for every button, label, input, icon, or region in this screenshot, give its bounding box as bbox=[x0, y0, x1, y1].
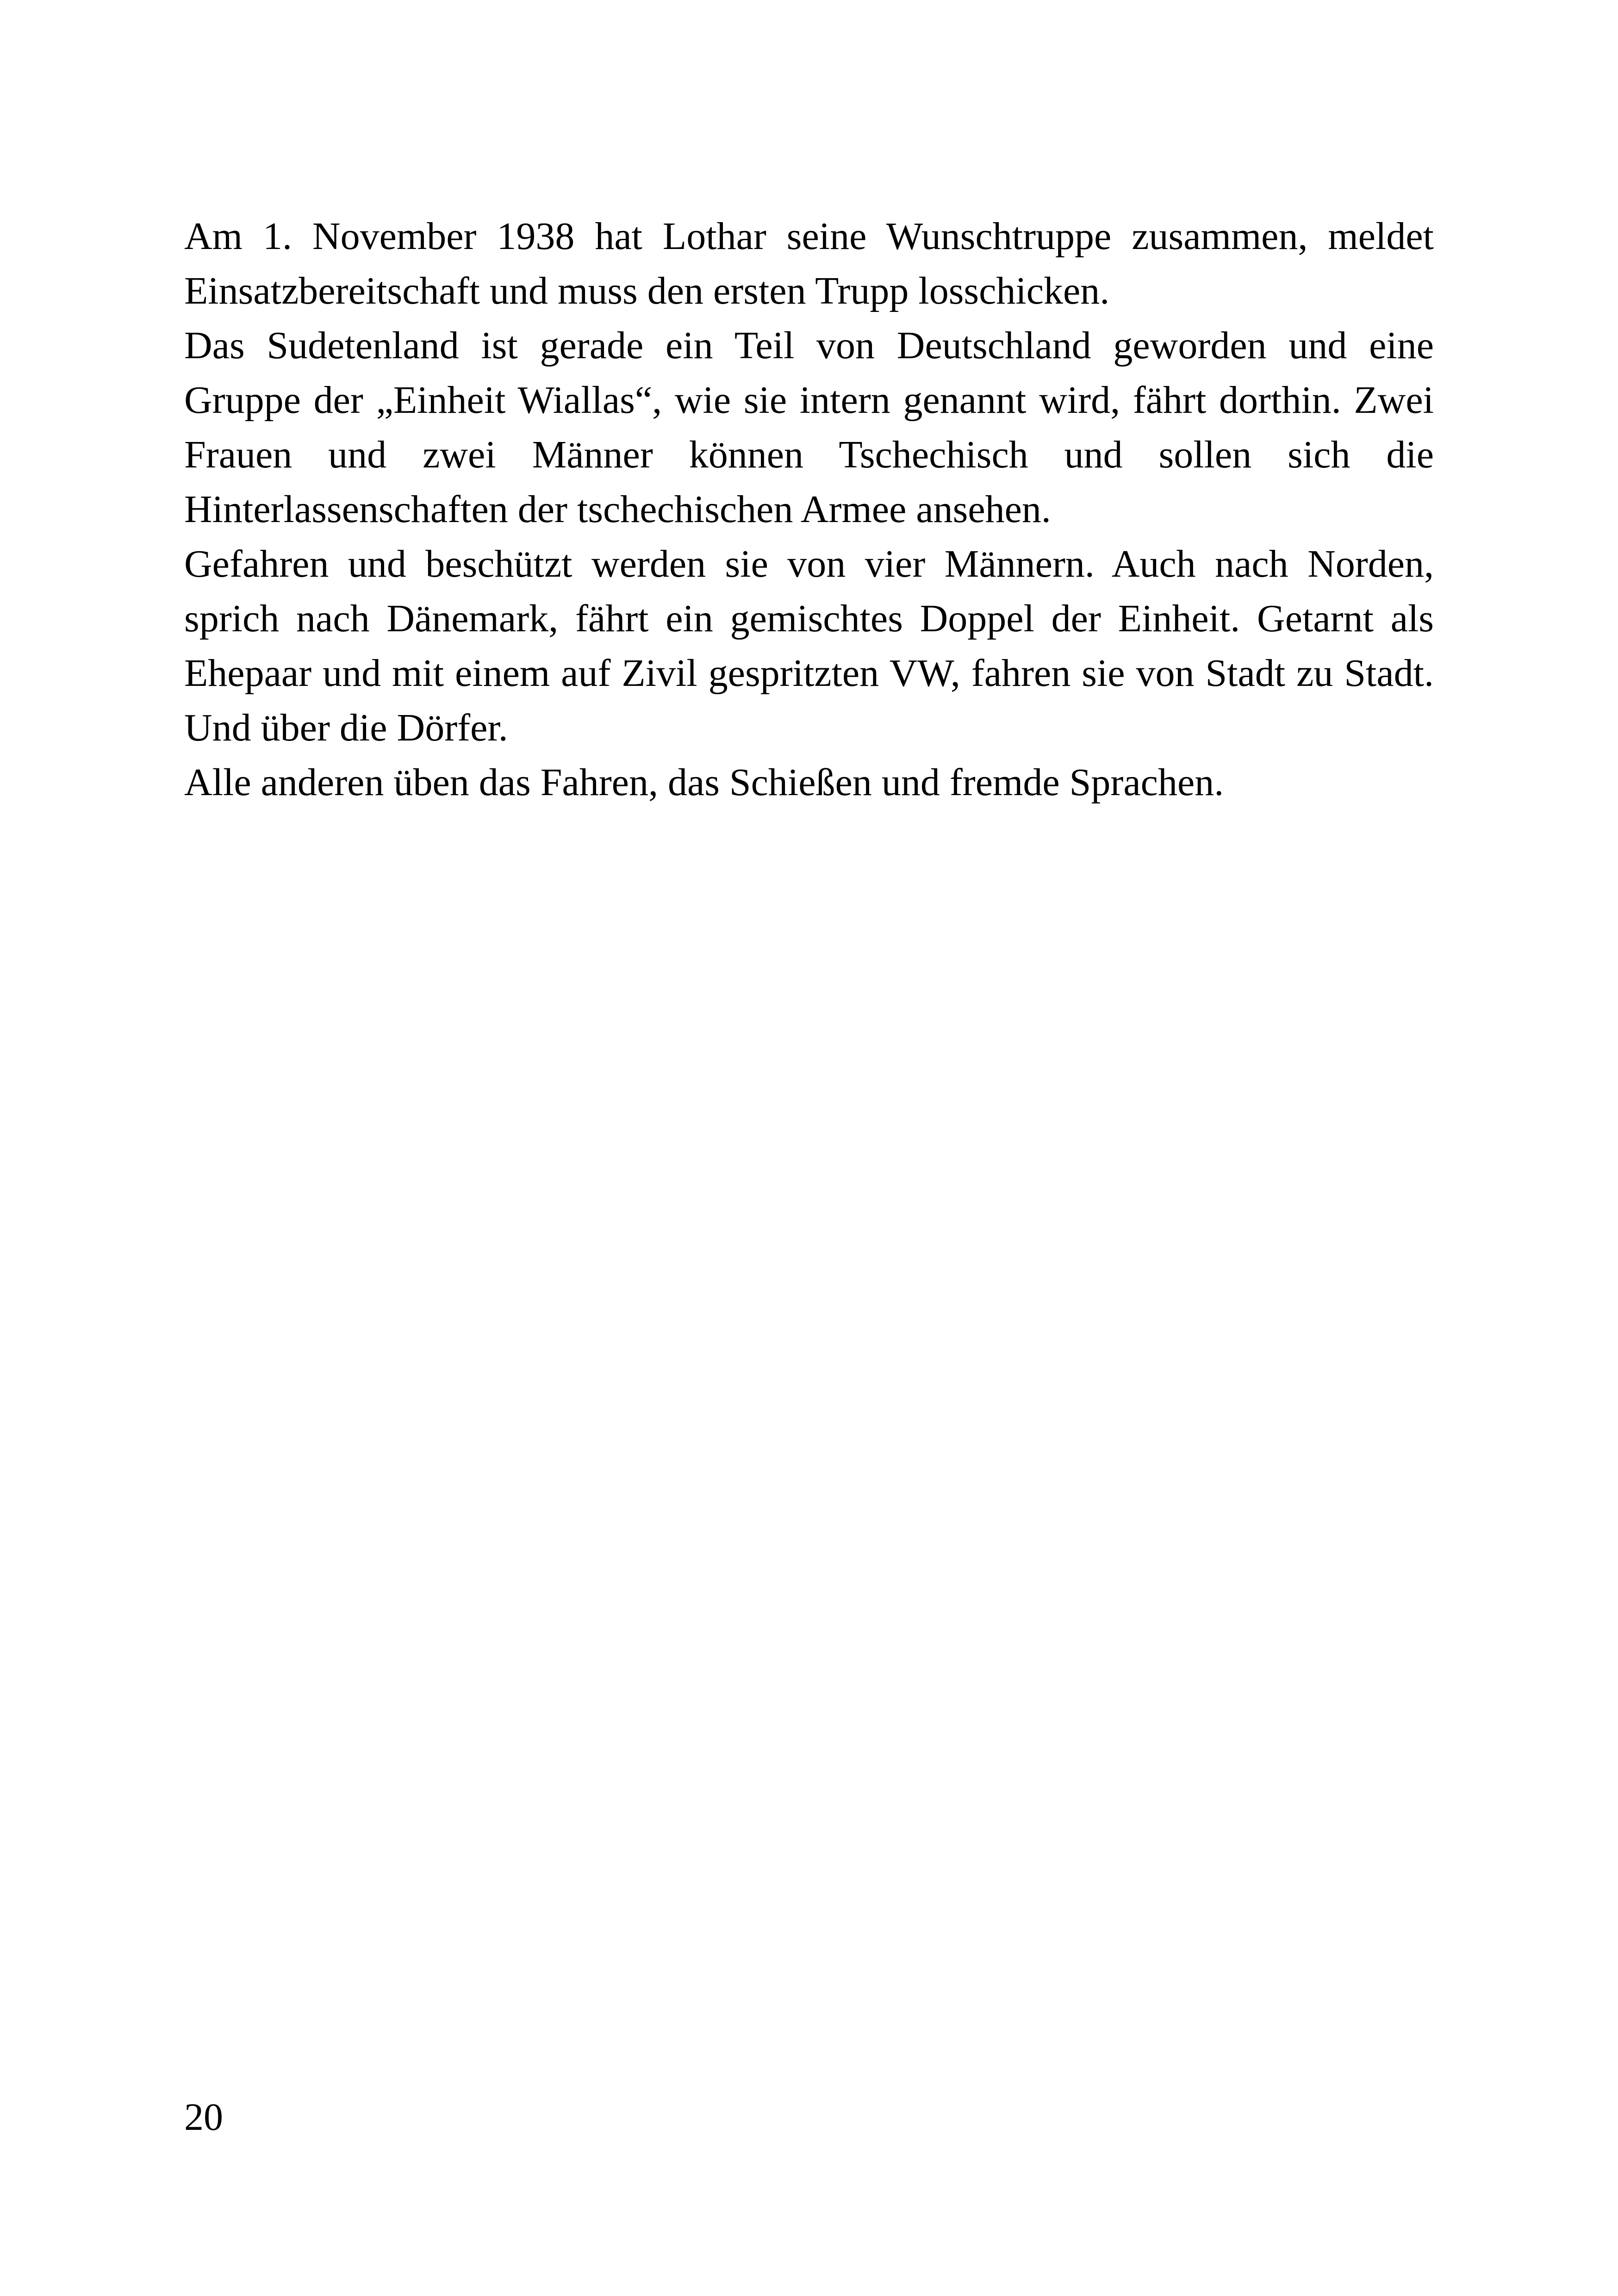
page-number: 20 bbox=[184, 2096, 223, 2139]
paragraph: Gefahren und beschützt werden sie von vier Männern. Auch nach Norden, sprich nach Dänemark, fährt ein gemischtes Doppel der Einheit. Getarnt als Ehepaar und mit einem auf Zivil gespritzten VW, fahren sie von Stadt zu Stadt. Und über die Dörfer. bbox=[184, 542, 1434, 749]
paragraph: Das Sudetenland ist gerade ein Teil von Deutschland geworden und eine Gruppe der „Einheit Wiallas“, wie sie intern genannt wird, fährt dorthin. Zwei Frauen und zwei Männer können Tschechisch und sollen sich die Hinterlassenschaften der tschechischen Armee ansehen. bbox=[184, 324, 1434, 531]
paragraph: Alle anderen üben das Fahren, das Schießen und fremde Sprachen. bbox=[184, 761, 1224, 804]
body-text bbox=[184, 209, 1434, 810]
paragraph: Am 1. November 1938 hat Lothar seine Wunschtruppe zusammen, meldet Einsatzbereitschaft und muss den ersten Trupp losschicken. bbox=[184, 215, 1434, 312]
